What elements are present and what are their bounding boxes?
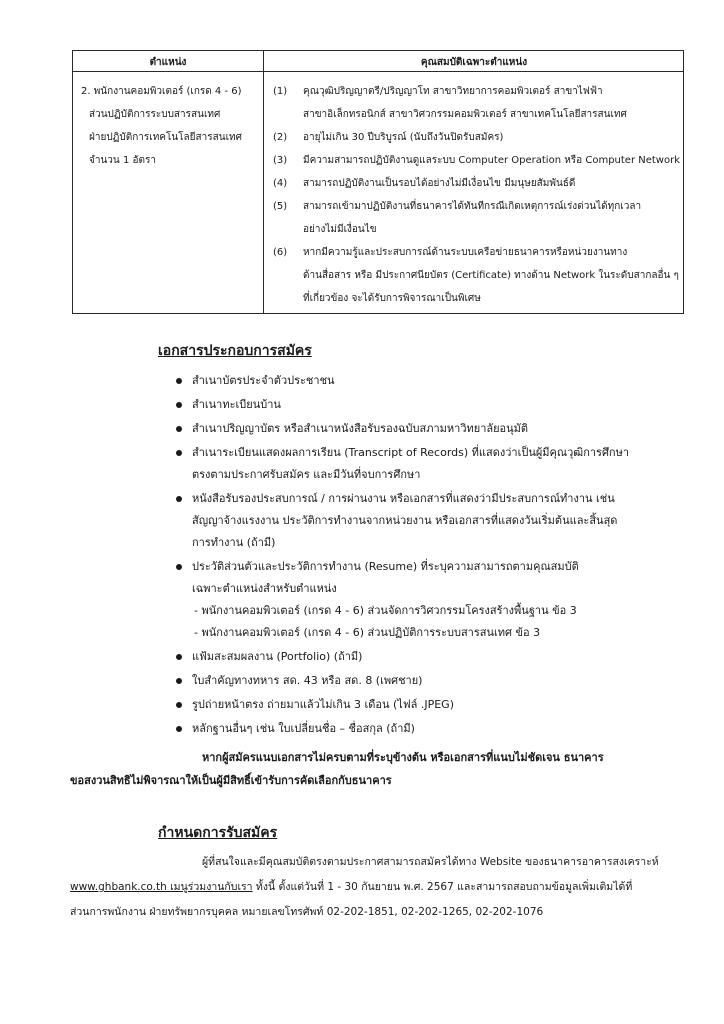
document-line: สำเนาทะเบียนบ้าน [192, 398, 281, 411]
document-item [174, 646, 694, 668]
qualification-line: ที่เกี่ยวข้อง จะได้รับการพิจารณาเป็นพิเศษ [303, 293, 481, 304]
qualification-item [273, 241, 677, 310]
qualification-text [303, 241, 679, 310]
documents-notice [70, 746, 690, 792]
notice-line: หากผู้สมัครแนบเอกสารไม่ครบตามที่ระบุข้างต้น หรือเอกสารที่แนบไม่ชัดเจน ธนาคาร [202, 751, 604, 764]
header-qualifications: คุณสมบัติเฉพาะตำแหน่ง [420, 57, 528, 68]
bullet-icon [176, 378, 182, 384]
deadline-line-2 [70, 875, 690, 900]
qualification-line: ด้านสื่อสาร หรือ มีประกาศนียบัตร (Certificate) ทางด้าน Network ในระดับสากลอื่น ๆ [303, 270, 679, 281]
bullet-icon [176, 496, 182, 502]
column-divider [263, 51, 264, 313]
document-line: สำเนาระเบียนแสดงผลการเรียน (Transcript of Records) ที่แสดงว่าเป็นผู้มีคุณวุฒิการศึกษา [192, 446, 630, 459]
qualification-item [273, 80, 677, 126]
documents-title: เอกสารประกอบการสมัคร [158, 343, 312, 359]
qualification-item [273, 149, 681, 172]
qualification-number: (3) [273, 155, 288, 166]
document-line: เฉพาะตำแหน่งสำหรับตำแหน่ง [192, 582, 337, 595]
document-item [174, 718, 694, 740]
qualification-line: สามารถปฏิบัติงานเป็นรอบได้อย่างไม่มีเงื่อนไข มีมนุษยสัมพันธ์ดี [303, 178, 576, 189]
qualification-line: สามารถเข้ามาปฏิบัติงานที่ธนาคารได้ทันทีกรณีเกิดเหตุการณ์เร่งด่วนได้ทุกเวลา [303, 201, 642, 212]
position-cell [81, 80, 259, 172]
document-line: ใบสำคัญทางทหาร สด. 43 หรือ สด. 8 (เพศชาย) [192, 674, 423, 687]
document-line: รูปถ่ายหน้าตรง ถ่ายมาแล้วไม่เกิน 3 เดือน (ไฟล์ .JPEG) [192, 698, 454, 711]
table-header-row [73, 51, 683, 72]
qualification-number: (6) [273, 247, 288, 258]
qualification-item [273, 172, 677, 195]
bullet-icon [176, 726, 182, 732]
document-line: - พนักงานคอมพิวเตอร์ (เกรด 4 - 6) ส่วนปฏิบัติการระบบสารสนเทศ ข้อ 3 [194, 626, 541, 639]
position-line: ส่วนปฏิบัติการระบบสารสนเทศ [89, 109, 221, 120]
qualification-item [273, 126, 677, 149]
qualification-number: (5) [273, 201, 288, 212]
header-position: ตำแหน่ง [149, 57, 187, 68]
bullet-icon [176, 426, 182, 432]
position-line: ฝ่ายปฏิบัติการเทคโนโลยีสารสนเทศ [89, 132, 242, 143]
document-item [174, 370, 694, 392]
qualification-text [303, 126, 677, 149]
bullet-icon [176, 702, 182, 708]
qualification-number: (4) [273, 178, 288, 189]
document-item [174, 418, 694, 440]
qualification-line: อย่างไม่มีเงื่อนไข [303, 224, 377, 235]
document-item [174, 442, 694, 486]
qualification-line: มีความสามารถปฏิบัติงานดูแลระบบ Computer Operation หรือ Computer Network [303, 155, 681, 166]
document-line: หลักฐานอื่นๆ เช่น ใบเปลี่ยนชื่อ – ชื่อสกุล (ถ้ามี) [192, 722, 415, 735]
document-line: ตรงตามประกาศรับสมัคร และมีวันที่จบการศึกษา [192, 468, 421, 481]
document-line: สำเนาปริญญาบัตร หรือสำเนาหนังสือรับรองฉบับสภามหาวิทยาลัยอนุมัติ [192, 422, 529, 435]
bullet-icon [176, 450, 182, 456]
notice-line: ขอสงวนสิทธิไม่พิจารณาให้เป็นผู้มีสิทธิ์เข้ารับการคัดเลือกกับธนาคาร [70, 774, 392, 787]
qualification-list [273, 80, 681, 310]
qualification-line: อายุไม่เกิน 30 ปีบริบูรณ์ (นับถึงวันปิดรับสมัคร) [303, 132, 504, 143]
document-line: การทำงาน (ถ้ามี) [192, 536, 276, 549]
qualification-text [303, 172, 677, 195]
document-line: สำเนาบัตรประจำตัวประชาชน [192, 374, 335, 387]
qualification-text [303, 80, 677, 126]
qualification-item [273, 195, 677, 241]
position-line: จำนวน 1 อัตรา [89, 155, 156, 166]
document-line: ประวัติส่วนตัวและประวัติการทำงาน (Resume) ที่ระบุความสามารถตามคุณสมบัติ [192, 560, 579, 573]
qualification-text [303, 195, 677, 241]
bullet-icon [176, 654, 182, 660]
position-line: 2. พนักงานคอมพิวเตอร์ (เกรด 4 - 6) [81, 86, 242, 97]
qualification-line: คุณวุฒิปริญญาตรี/ปริญญาโท สาขาวิทยาการคอมพิวเตอร์ สาขาไฟฟ้า [303, 86, 603, 97]
document-line: หนังสือรับรองประสบการณ์ / การผ่านงาน หรือเอกสารที่แสดงว่ามีประสบการณ์ทำงาน เช่น [192, 492, 615, 505]
document-line: สัญญาจ้างแรงงาน ประวัติการทำงานจากหน่วยงาน หรือเอกสารที่แสดงวันเริ่มต้นและสิ้นสุด [192, 514, 618, 527]
qualification-text [303, 149, 680, 172]
qualification-number: (1) [273, 86, 288, 97]
qualification-line: หากมีความรู้และประสบการณ์ด้านระบบเครือข่ายธนาคารหรือหน่วยงานทาง [303, 247, 628, 258]
document-item [174, 694, 694, 716]
document-item [174, 670, 694, 692]
qualification-number: (2) [273, 132, 288, 143]
deadline-text [70, 850, 690, 925]
deadline-title: กำหนดการรับสมัคร [158, 825, 278, 841]
deadline-line-2-rest: ทั้งนี้ ตั้งแต่วันที่ 1 - 30 กันยายน พ.ศ. 2567 และสามารถสอบถามข้อมูลเพิ่มเติมได้ที่ [252, 881, 633, 893]
deadline-line-3: ส่วนการพนักงาน ฝ่ายทรัพยากรบุคคล หมายเลขโทรศัพท์ 02-202-1851, 02-202-1265, 02-202-1076 [70, 906, 544, 918]
bullet-icon [176, 564, 182, 570]
document-line: - พนักงานคอมพิวเตอร์ (เกรด 4 - 6) ส่วนจัดการวิศวกรรมโครงสร้างพื้นฐาน ข้อ 3 [194, 604, 577, 617]
bullet-icon [176, 402, 182, 408]
documents-list [174, 370, 694, 742]
ghbank-link[interactable]: www.ghbank.co.th เมนูร่วมงานกับเรา [70, 881, 253, 893]
document-item [174, 488, 694, 554]
bullet-icon [176, 678, 182, 684]
document-item [174, 556, 694, 644]
document-item [174, 394, 694, 416]
document-line: แฟ้มสะสมผลงาน (Portfolio) (ถ้ามี) [192, 650, 363, 663]
deadline-line-1: ผู้ที่สนใจและมีคุณสมบัติตรงตามประกาศสามารถสมัครได้ทาง Website ของธนาคารอาคารสงเคราะห์ [202, 856, 659, 868]
qualifications-table [72, 50, 684, 314]
qualification-line: สาขาอิเล็กทรอนิกส์ สาขาวิศวกรรมคอมพิวเตอร์ สาขาเทคโนโลยีสารสนเทศ [303, 109, 627, 120]
